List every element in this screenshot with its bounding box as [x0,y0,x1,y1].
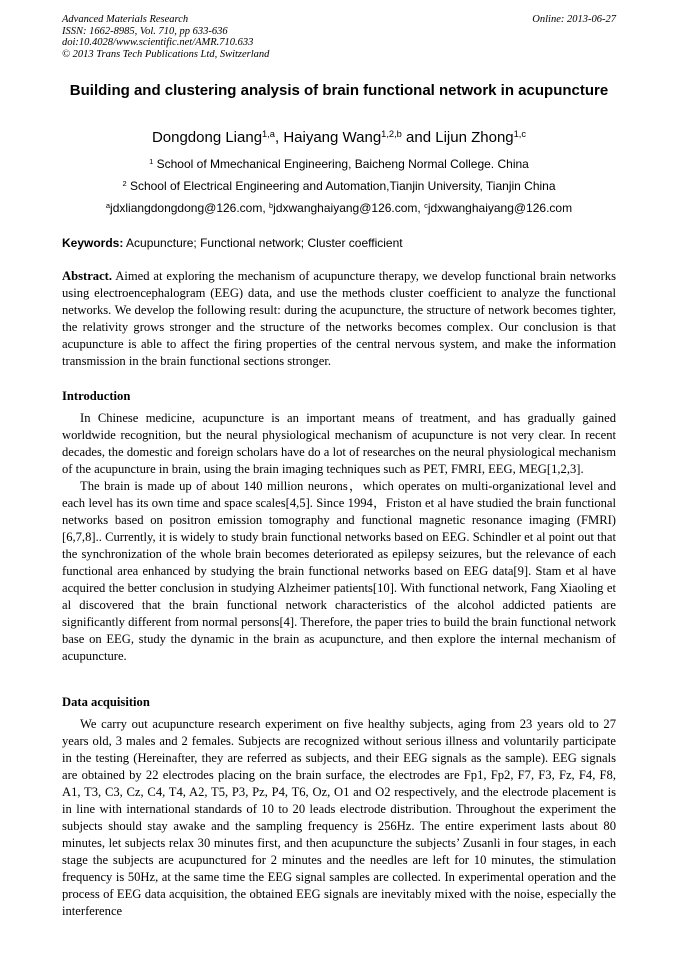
email-text: jdxwanghaiyang@126.com [427,201,573,215]
introduction-body [62,410,616,665]
author-name: Haiyang Wang [283,129,382,146]
paragraph: In Chinese medicine, acupuncture is an important means of treatment, and has gradually gained worldwide recognition, but the neural physiological mechanism of acupuncture is not very clear. In recent decades, the domestic and foreign scholars have do a lot of researches on the neural physiological mechanism of the acupuncture in brain, using the brain imaging techniques such as PET, FMRI, EEG, MEG[1,2,3]. [62,411,616,476]
affiliation-sup: 2 [122,178,127,188]
author-sep: and [401,129,436,146]
keywords-text: Acupuncture; Functional network; Cluster coefficient [126,236,403,250]
data-acquisition-body [62,716,616,920]
paragraph: We carry out acupuncture research experiment on five healthy subjects, aging from 23 years old to 27 years old, 3 males and 2 females. Subjects are recognized without serious illness and voluntarily participate in the testing (Hereinafter, they are referred as subjects, and their EEG signals as the sample). EEG signals are obtained by 22 electrodes placing on the brain surface, the electrodes are Fp1, Fp2, F7, F3, Fz, F4, F8, A1, T3, C3, Cz, C4, T4, A2, T5, P3, Pz, P4, T6, Oz, O1 and O2 respectively, and the electrode placement is in line with international standards of 10 to 20 leads electrode distribution. Throughout the experiment the subjects should stay awake and the sampling frequency is 256Hz. The entire experiment lasts about 80 minutes, let subjects relax 30 minutes first, and then acupuncture the subjects’ Zusanli in four stages, in each stage the subjects are acupunctured for 2 minutes and the needles are left for 10 minutes, the stimulation frequency is 50Hz, at the same time the EEG signal samples are collected. In experimental operation and the process of EEG data acquisition, the obtained EEG signals are inevitably mixed with the noise, especially the interference [62,717,616,918]
affiliation-sup: 1 [149,156,154,166]
paragraph: The brain is made up of about 140 million neurons，which operates on multi-organizational level and each level has its own time and space scales[4,5]. Since 1994，Friston et al have studied the brain functional networks based on positron emission tomography and functional magnetic resonance imaging (FMRI)[6,7,8].. Currently, it is widely to study brain functional networks based on EEG. Schindler et al point out that the synchronization of the whole brain becomes deteriorated as epilepsy seizures, but the relevance of each functional area enhanced by studying the brain functional networks based on EEG data[9]. Stam et al have acquired the better conclusion in studying Alzheimer patients[10]. With functional network, Fang Xiaoling et al discovered that the brain functional network characteristics of the alcohol addicted patients are significantly different from normal persons[4]. Therefore, the paper tries to build the brain functional network base on EEG, study the dynamic in the brain as acupuncture, and then explore the internal mechanism of acupuncture. [62,479,616,663]
author-line [62,128,616,148]
keywords-label: Keywords: [62,236,124,250]
author-name: Dongdong Liang [151,129,263,146]
author-name: Lijun Zhong [435,129,514,146]
affiliation-1 [62,156,616,172]
email-line [62,200,616,216]
affiliation-text: School of Electrical Engineering and Automation,Tianjin University, Tianjin China [129,179,556,193]
author-sup: 1,c [513,128,527,139]
doi-line: doi:10.4028/www.scientific.net/AMR.710.633 [62,37,254,48]
paper-title: Building and clustering analysis of brain functional network in acupuncture [69,82,609,99]
journal-name: Advanced Materials Research [62,14,189,25]
abstract-label: Abstract. [62,269,113,283]
abstract-text: Aimed at exploring the mechanism of acupuncture therapy, we develop functional brain networks using electroencephalogram (EEG) data, and use the methods cluster coefficient to analyze the functional networks. We develop the following result: during the acupuncture, the structure of network becomes tighter, the relativity grows stronger and the structure of the networks becomes complex. Our conclusion is that acupuncture is able to affect the firing properties of the central nervous system, and make the information transmission in the brain functional sections stronger. [62,269,616,368]
issn-line: ISSN: 1662-8985, Vol. 710, pp 633-636 [62,25,228,37]
author-sup: 1,a [262,128,275,139]
affiliation-text: School of Mmechanical Engineering, Baicheng Normal College. China [156,157,529,171]
keywords-line [62,236,616,251]
copyright-line: © 2013 Trans Tech Publications Ltd, Switzerland [62,48,270,60]
abstract-paragraph [62,268,616,370]
author-sup: 1,2,b [381,128,402,139]
email-text: jdxliangdongdong@126.com, [110,201,270,215]
author-sep: , [274,129,284,146]
introduction-heading: Introduction [62,389,131,403]
journal-info [62,14,269,60]
email-sup: b [269,200,274,210]
affiliation-2 [62,178,616,194]
email-text: jdxwanghaiyang@126.com, [273,201,425,215]
email-sup: a [105,200,111,210]
online-date: Online: 2013-06-27 [532,14,616,25]
email-sup: c [424,200,428,210]
data-acquisition-heading: Data acquisition [62,695,150,709]
